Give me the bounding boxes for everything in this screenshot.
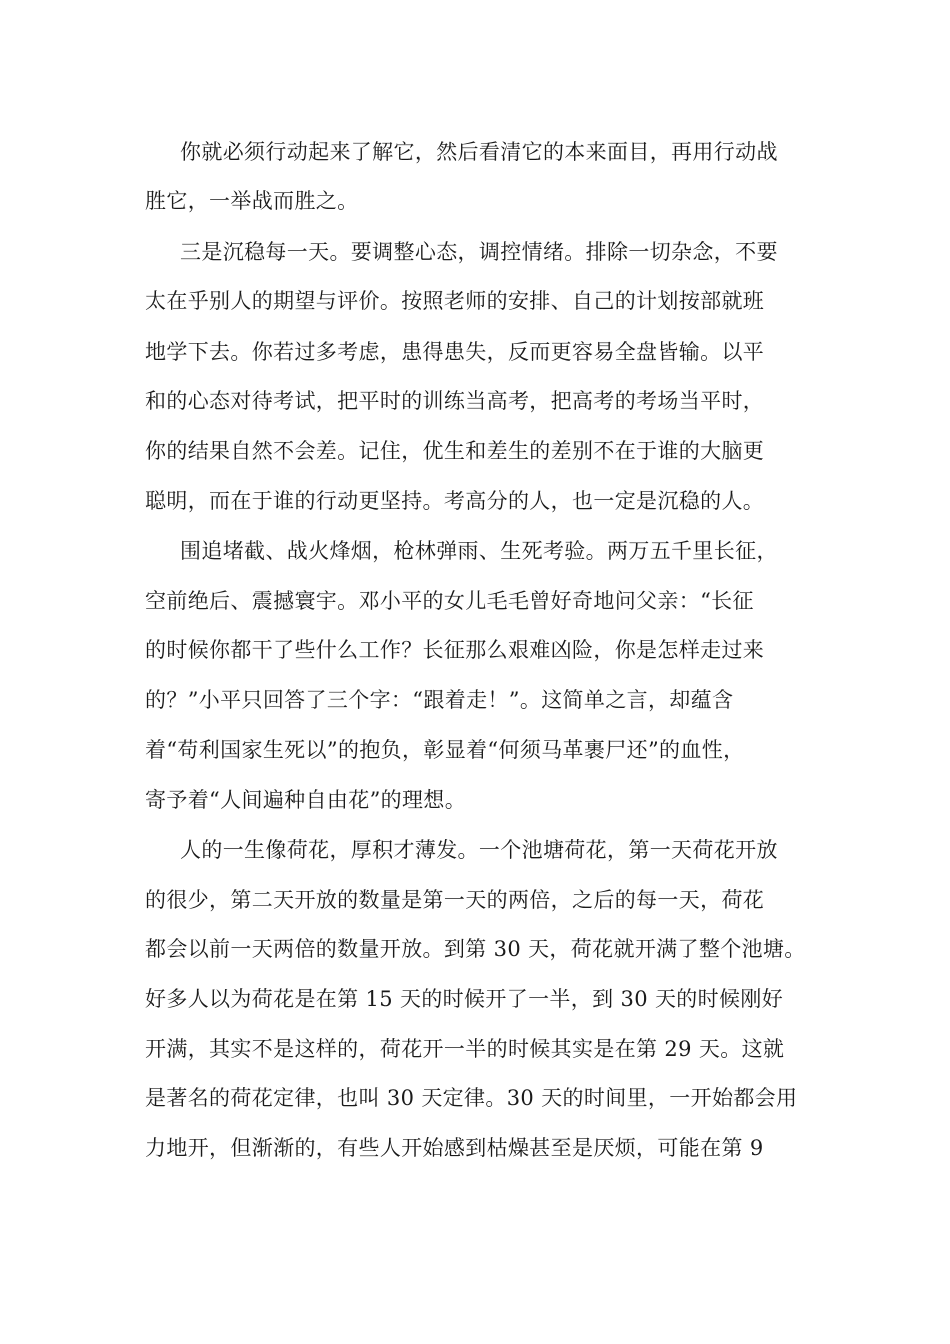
paragraph-2-line-5: 你的结果自然不会差。记住，优生和差生的差别不在于谁的大脑更 [145, 439, 765, 463]
paragraph-4-line-7: 力地开，但渐渐的，有些人开始感到枯燥甚至是厌烦，可能在第 9 [145, 1136, 764, 1160]
paragraph-2-line-4: 和的心态对待考试，把平时的训练当高考，把高考的考场当平时， [145, 389, 765, 413]
paragraph-2-line-6: 聪明，而在于谁的行动更坚持。考高分的人，也一定是沉稳的人。 [145, 489, 765, 513]
paragraph-4-line-5: 开满，其实不是这样的，荷花开一半的时候其实是在第 29 天。这就 [145, 1037, 785, 1061]
paragraph-3-line-5: 着“苟利国家生死以”的抱负，彰显着“何须马革裹尸还”的血性， [145, 738, 745, 762]
paragraph-4-line-1: 人的一生像荷花，厚积才薄发。一个池塘荷花，第一天荷花开放 [180, 838, 778, 862]
paragraph-4-line-3: 都会以前一天两倍的数量开放。到第 30 天，荷花就开满了整个池塘。 [145, 937, 806, 961]
paragraph-1-line-1: 你就必须行动起来了解它，然后看清它的本来面目，再用行动战 [180, 140, 778, 164]
paragraph-3-line-3: 的时候你都干了些什么工作？长征那么艰难凶险，你是怎样走过来 [145, 638, 765, 662]
paragraph-3-line-2: 空前绝后、震撼寰宇。邓小平的女儿毛毛曾好奇地问父亲：“长征 [145, 589, 754, 613]
paragraph-2-line-3: 地学下去。你若过多考虑，患得患失，反而更容易全盘皆输。以平 [145, 340, 765, 364]
paragraph-2-line-2: 太在乎别人的期望与评价。按照老师的安排、自己的计划按部就班 [145, 289, 765, 313]
paragraph-3-line-1: 围追堵截、战火烽烟，枪林弹雨、生死考验。两万五千里长征， [180, 539, 778, 563]
paragraph-4-line-4: 好多人以为荷花是在第 15 天的时候开了一半，到 30 天的时候刚好 [145, 987, 784, 1011]
paragraph-4-line-6: 是著名的荷花定律，也叫 30 天定律。30 天的时间里，一开始都会用 [145, 1086, 798, 1110]
paragraph-2-line-1: 三是沉稳每一天。要调整心态，调控情绪。排除一切杂念，不要 [180, 240, 778, 264]
paragraph-4-line-2: 的很少，第二天开放的数量是第一天的两倍，之后的每一天，荷花 [145, 888, 765, 912]
paragraph-1-line-2: 胜它，一举战而胜之。 [145, 189, 359, 213]
paragraph-3-line-6: 寄予着“人间遍种自由花”的理想。 [145, 788, 467, 812]
paragraph-3-line-4: 的？”小平只回答了三个字：“跟着走！”。这简单之言，却蕴含 [145, 688, 734, 712]
